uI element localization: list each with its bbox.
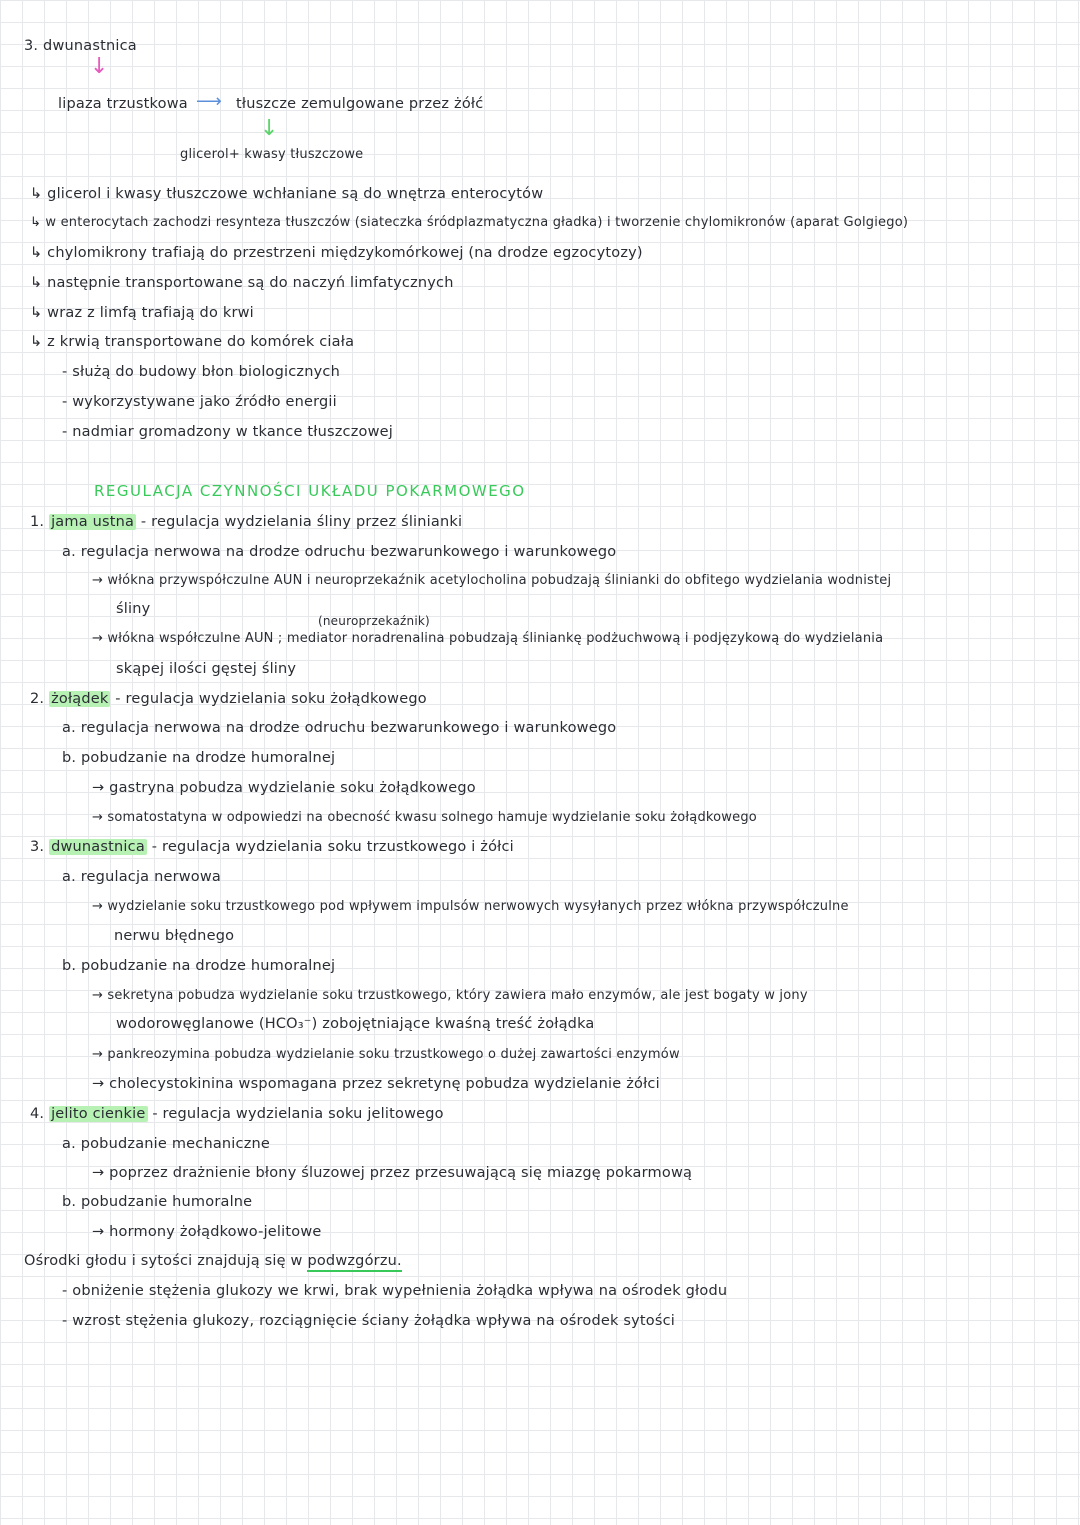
reg3-b: b. pobudzanie na drodze humoralnej (62, 958, 336, 974)
step-3: ↳ chylomikrony trafiają do przestrzeni międzykomórkowej (na drodze egzocytozy) (30, 245, 643, 261)
reg4-b1: → hormony żołądkowo-jelitowe (92, 1224, 322, 1240)
reg1-title (30, 512, 462, 532)
blue-right-arrow-icon: ⟶ (196, 91, 222, 112)
reg4-rest: - regulacja wydzielania soku jelitowego (152, 1106, 444, 1122)
reg3-a: a. regulacja nerwowa (62, 869, 222, 885)
reg2-b1: → gastryna pobudza wydzielanie soku żołądkowego (92, 780, 476, 796)
centers-line (24, 1251, 402, 1271)
reg3-b2: → pankreozymina pobudza wydzielanie soku trzustkowego o dużej zawartości enzymów (92, 1047, 680, 1062)
reg2-title (30, 689, 427, 709)
use-3: - nadmiar gromadzony w tkance tłuszczowej (62, 424, 394, 440)
reg1-a2: → włókna współczulne AUN ; mediator noradrenalina pobudzają śliniankę podżuchwową i podjęzykową do wydzielania (92, 631, 884, 646)
fats-label: tłuszcze zemulgowane przez żółć (236, 96, 484, 112)
reg3-b1b: wodorowęglanowe (HCO₃⁻) zobojętniające kwaśną treść żołądka (116, 1016, 595, 1032)
step-4: ↳ następnie transportowane są do naczyń limfatycznych (30, 275, 454, 291)
reg2-highlight: żołądek (51, 691, 109, 707)
reg1-num: 1. (30, 514, 45, 530)
reg2-num: 2. (30, 691, 45, 707)
centers-l1: - obniżenie stężenia glukozy we krwi, brak wypełnienia żołądka wpływa na ośrodek głodu (62, 1283, 728, 1299)
use-1: - służą do budowy błon biologicznych (62, 364, 340, 380)
centers-place: podwzgórzu. (307, 1253, 401, 1272)
reg1-highlight: jama ustna (51, 514, 135, 530)
step-2: ↳ w enterocytach zachodzi resynteza tłuszczów (siateczka śródplazmatyczna gładka) i tworzenie chylomikronów (aparat Golgiego) (30, 215, 909, 230)
centers-l2: - wzrost stężenia glukozy, rozciągnięcie ściany żołądka wpływa na ośrodek sytości (62, 1313, 676, 1329)
reg2-b2: → somatostatyna w odpowiedzi na obecność kwasu solnego hamuje wydzielanie soku żołądkowego (92, 810, 757, 825)
step-6: ↳ z krwią transportowane do komórek ciała (30, 334, 355, 350)
section-title: 3. dwunastnica (24, 38, 137, 54)
reg1-note: (neuroprzekaźnik) (318, 614, 430, 628)
reg3-b1: → sekretyna pobudza wydzielanie soku trzustkowego, który zawiera mało enzymów, ale jest bogaty w jony (92, 988, 808, 1003)
reg2-rest: - regulacja wydzielania soku żołądkowego (115, 691, 427, 707)
reg4-a1: → poprzez drażnienie błony śluzowej przez przesuwającą się miazgę pokarmową (92, 1165, 693, 1181)
reg4-a: a. pobudzanie mechaniczne (62, 1136, 271, 1152)
reg3-b3: → cholecystokinina wspomagana przez sekretynę pobudza wydzielanie żółci (92, 1076, 660, 1092)
use-2: - wykorzystywane jako źródło energii (62, 394, 337, 410)
reg3-a1: → wydzielanie soku trzustkowego pod wpływem impulsów nerwowych wysyłanych przez włókna przywspółczulne (92, 899, 849, 914)
reg3-a1b: nerwu błędnego (114, 928, 235, 944)
reg2-b: b. pobudzanie na drodze humoralnej (62, 750, 336, 766)
reg1-rest: - regulacja wydzielania śliny przez ślinianki (140, 514, 463, 530)
reg3-highlight: dwunastnica (51, 839, 145, 855)
lipase-label: lipaza trzustkowa (58, 96, 188, 112)
reg4-title (30, 1104, 444, 1124)
result-label: glicerol+ kwasy tłuszczowe (180, 147, 364, 162)
reg4-num: 4. (30, 1106, 45, 1122)
step-5: ↳ wraz z limfą trafiają do krwi (30, 305, 254, 321)
reg4-highlight: jelito cienkie (51, 1106, 146, 1122)
reg3-num: 3. (30, 839, 45, 855)
reg3-title (30, 837, 514, 857)
reg3-rest: - regulacja wydzielania soku trzustkowego i żółci (151, 839, 514, 855)
centers-lead: Ośrodki głodu i sytości znajdują się w (24, 1253, 303, 1269)
reg1-a1b: śliny (116, 601, 151, 617)
section-heading: REGULACJA CZYNNOŚCI UKŁADU POKARMOWEGO (94, 482, 526, 500)
pink-down-arrow-icon: ↓ (90, 54, 109, 79)
step-1: ↳ glicerol i kwasy tłuszczowe wchłaniane są do wnętrza enterocytów (30, 186, 544, 202)
reg1-a2b: skąpej ilości gęstej śliny (116, 661, 297, 677)
reg1-a: a. regulacja nerwowa na drodze odruchu bezwarunkowego i warunkowego (62, 544, 617, 560)
reg1-a1: → włókna przywspółczulne AUN i neuroprzekaźnik acetylocholina pobudzają ślinianki do obfitego wydzielania wodnistej (92, 573, 892, 588)
green-down-arrow-icon: ↓ (260, 116, 279, 141)
reg2-a: a. regulacja nerwowa na drodze odruchu bezwarunkowego i warunkowego (62, 720, 617, 736)
reg4-b: b. pobudzanie humoralne (62, 1194, 253, 1210)
